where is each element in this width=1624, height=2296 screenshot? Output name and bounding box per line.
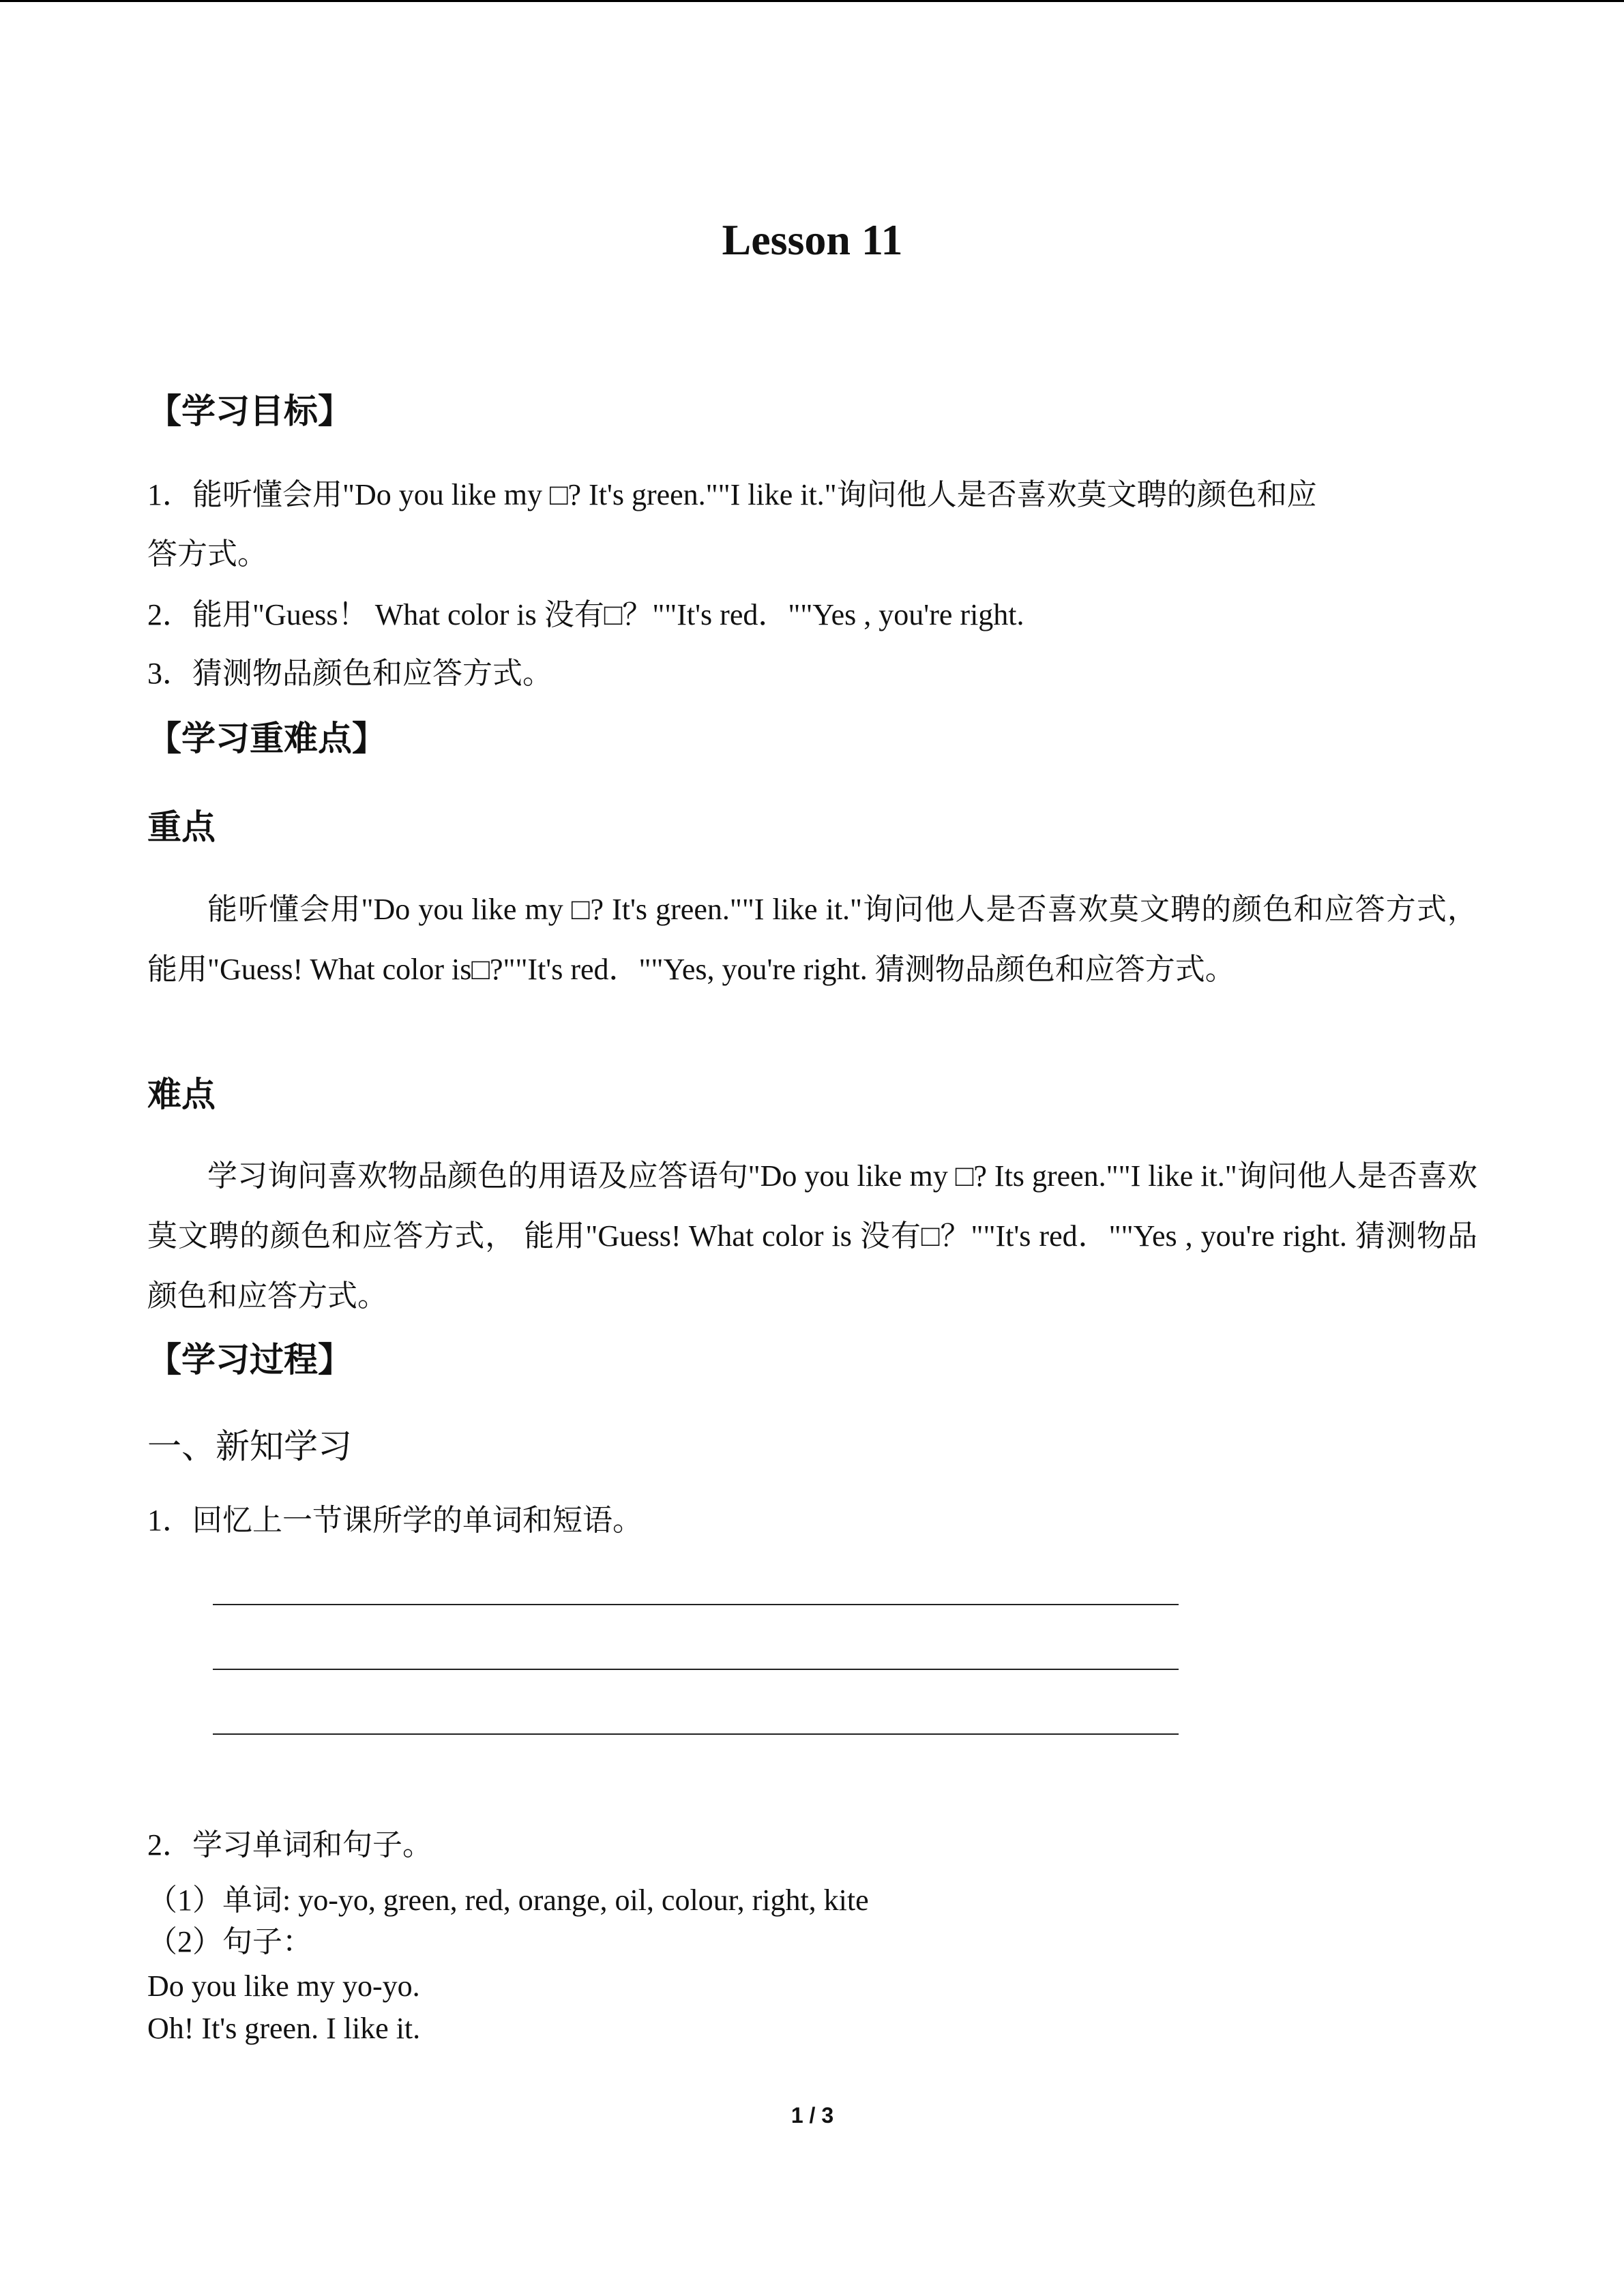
- difficult-points-heading: 难点: [147, 1075, 216, 1114]
- answer-line-3[interactable]: [213, 1733, 1179, 1735]
- difficult-points-paragraph: 学习询问喜欢物品颜色的用语及应答语句"Do you like my □? Its green.""I like it."询问他人是否喜欢莫文聘的颜色和应答方式， 能用"Guess! What color is 没有□？""It's red．""Yes , you're right. 猜测物品颜色和应答方式。: [147, 1159, 1477, 1313]
- objectives-heading: 【学习目标】: [147, 391, 352, 431]
- part-one-heading: 一、新知学习: [147, 1427, 352, 1466]
- objective-item-2: 2．能用"Guess！ What color is 没有□？""It's red．""Yes , you're right.: [147, 598, 1024, 631]
- objective-item-1: 1．能听懂会用"Do you like my □? It's green.""I like it."询问他人是否喜欢莫文聘的颜色和应: [147, 478, 1317, 511]
- step-1: 1．回忆上一节课所学的单词和短语。: [147, 1504, 643, 1537]
- process-heading: 【学习过程】: [147, 1340, 352, 1380]
- sentence-2: Oh! It's green. I like it.: [147, 2012, 421, 2045]
- objective-item-3: 3．猜测物品颜色和应答方式。: [147, 657, 552, 690]
- sentence-1: Do you like my yo-yo.: [147, 1969, 420, 2003]
- document-page: [147, 0, 1477, 2296]
- objective-item-1-cont: 答方式。: [147, 537, 267, 571]
- words-line: （1）单词: yo-yo, green, red, orange, oil, colour, right, kite: [147, 1883, 869, 1917]
- key-points-heading: 重点: [147, 807, 216, 847]
- answer-line-1[interactable]: [213, 1604, 1179, 1605]
- answer-line-2[interactable]: [213, 1669, 1179, 1670]
- step-2: 2．学习单词和句子。: [147, 1828, 432, 1862]
- sentences-label: （2）句子：: [147, 1925, 312, 1958]
- key-points-paragraph: 能听懂会用"Do you like my □? It's green.""I like it."询问他人是否喜欢莫文聘的颜色和应答方式， 能用"Guess! What color is□?""It's red．""Yes, you're right. 猜测物品颜色和应答方式。: [147, 893, 1477, 986]
- key-difficult-heading: 【学习重难点】: [147, 719, 386, 758]
- lesson-title: Lesson 11: [722, 215, 903, 264]
- page-number: 1 / 3: [791, 2103, 834, 2128]
